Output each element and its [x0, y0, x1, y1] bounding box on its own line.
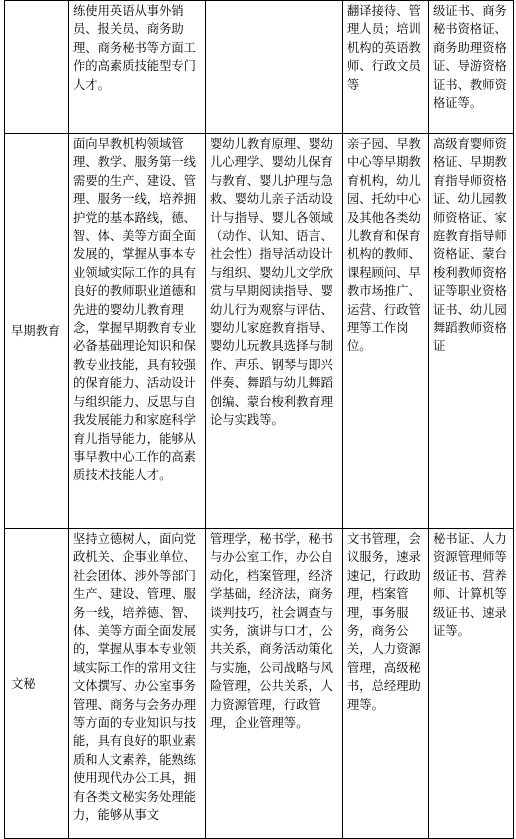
career-direction-cell: 亲子园、早教中心等早期教育机构，幼儿园、托幼中心及其他各类幼儿教育和保育机构的教师、课程顾问、早教市场推广、运营、行政管理等工作岗位。	[343, 134, 429, 529]
training-goal-cell: 坚持立德树人，面向党政机关、企事业单位、社会团体、涉外等部门生产、建设、管理、服务一线，培养德、智、体、美等方面全面发展的，掌握从事本专业领域实际工作的常用文往文体撰写、办公室事务管理、商务与会务办理等方面的专业知识与技能，具有良好的职业素质和人文素养，能熟练使用现代办公工具，拥有各类文秘实务处理能力，能够从事文	[69, 529, 206, 839]
career-direction-cell: 翻译接待、管理人员；培训机构的英语教师、行政文员等	[343, 1, 429, 134]
core-courses-cell: 婴幼儿教育原理、婴幼儿心理学、婴幼儿保育与教育、婴儿护理与急救、婴幼儿亲子活动设计与指导、婴儿各领域（动作、认知、语言、社会性）指导活动设计与组织、婴幼儿文学欣赏与早期阅读指导、婴幼儿行为观察与评估、婴幼儿家庭教育指导、婴幼儿玩教具选择与制作、声乐、钢琴与即兴伴奏、舞蹈与幼儿舞蹈创编、蒙台梭利教育理论与实践等。	[206, 134, 343, 529]
program-table	[4, 0, 514, 839]
certificates-cell: 秘书证、人力资源管理师等级证书、营养师、计算机等级证书、速录证等。	[429, 529, 514, 839]
core-courses-cell	[206, 1, 343, 134]
training-goal-cell: 面向早教机构领域管理、教学、服务第一线需要的生产、建设、管理、服务一线，培养拥护党的基本路线，德、智、体、美等方面全面发展的，掌握从事本专业领域实际工作的具有良好的教师职业道德和先进的婴幼儿教育理念，掌握早期教育专业必备基础理论知识和保教专业技能，具有较强的保育能力、活动设计与组织能力、反思与自我发展能力和家庭科学育儿指导能力，能够从事早教中心工作的高素质技术技能人才。	[69, 134, 206, 529]
career-direction-cell: 文书管理，会议服务，速录速记，行政助理，档案管理，事务服务，商务公关，人力资源管理，高级秘书，总经理助理等。	[343, 529, 429, 839]
major-name-cell: 文秘	[5, 529, 69, 839]
major-name-cell: 早期教育	[5, 134, 69, 529]
major-name-cell	[5, 1, 69, 134]
table-row	[5, 1, 514, 134]
table-row	[5, 134, 514, 529]
core-courses-cell: 管理学，秘书学，秘书与办公室工作，办公自动化，档案管理，经济学基础，经济法，商务谈判技巧，社会调查与实务，演讲与口才，公共关系，商务活动策化与实施，公司战略与风险管理，公共关系，人力资源管理，行政管理，企业管理等。	[206, 529, 343, 839]
table-row	[5, 529, 514, 839]
certificates-cell: 高级育婴师资格证、早期教育指导师资格证、幼儿园教师资格证、家庭教育指导师资格证、蒙台梭利教师资格证等职业资格证书、幼儿园舞蹈教师资格证	[429, 134, 514, 529]
certificates-cell: 级证书、商务秘书资格证、商务助理资格证、导游资格证书、教师资格证等。	[429, 1, 514, 134]
training-goal-cell: 练使用英语从事外销员、报关员、商务助理、商务秘书等方面工作的高素质技能型专门人才。	[69, 1, 206, 134]
